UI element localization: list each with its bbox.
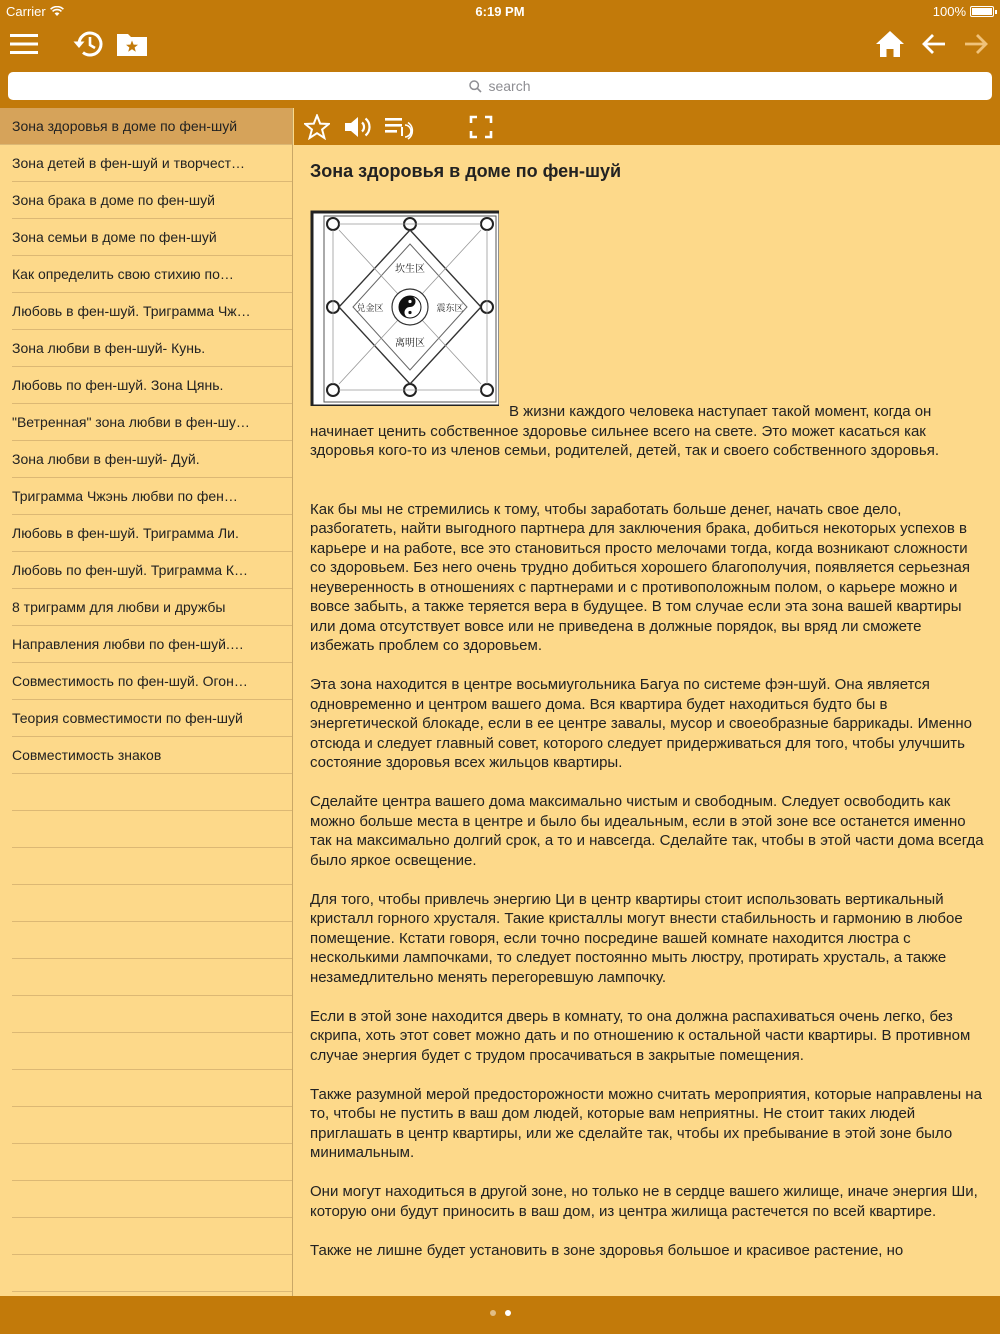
sidebar-item[interactable]: Любовь в фен-шуй. Триграмма Чж… [0,293,292,330]
sidebar-item[interactable]: Любовь по фен-шуй. Триграмма К… [0,552,292,589]
page-control[interactable] [0,1310,1000,1316]
bottom-bar [0,1296,1000,1334]
sidebar-item[interactable]: Как определить свою стихию по… [0,256,292,293]
battery-indicator [933,4,994,19]
sidebar-item[interactable]: Зона детей в фен-шуй и творчест… [0,145,292,182]
sidebar-item[interactable]: Триграмма Чжэнь любви по фен… [0,478,292,515]
bagua-label-top: 坎生区 [395,264,425,275]
article-list [0,108,293,1296]
article-paragraph: Для того, чтобы привлечь энергию Ци в центр квартиры стоит использовать вертикальный кристалл горного хрусталя. Такие кристаллы могут внести стабильность и гармонию в любое помещение. Кстати говоря, если точно посредине вашей комнате находится люстра с несколькими лампочками, то следует постоянно мыть люстру, протирать хрусталь, а также незамедлительно менять перегоревшую лампочку. [310,890,963,986]
bagua-image [310,210,499,406]
sidebar-item[interactable]: Зона брака в доме по фен-шуй [0,182,292,219]
playlist-button[interactable] [382,110,418,143]
history-button[interactable] [70,26,106,62]
article-paragraph: Они могут находиться в другой зоне, но только не в сердце вашего жилище, иначе энергия Ши, которую они будут приносить в ваш дом, из центра жилища растечется по всей квартире. [310,1183,978,1220]
article-body [310,210,984,480]
home-icon [875,30,905,58]
sidebar-item[interactable]: Совместимость знаков [0,737,292,774]
bookmark-folder-icon [116,31,148,57]
article-paragraph: Если в этой зоне находится дверь в комнату, то она должна распахиваться очень легко, без скрипа, хоть этот совет можно дать и по отношению к остальной части квартиры. В противном случае энергия будет с трудом просачиваться в закрытые помещения. [310,1007,971,1064]
sidebar-item[interactable]: Любовь по фен-шуй. Зона Цянь. [0,367,292,404]
bagua-diagram [310,210,499,406]
star-icon [304,114,330,140]
empty-row [0,996,292,1033]
menu-icon [10,33,38,55]
empty-row [0,1181,292,1218]
search-icon [469,80,482,93]
empty-row [0,959,292,996]
empty-row [0,774,292,811]
article-paragraph: Также разумной мерой предосторожности можно считать мероприятия, которые направлены на то, чтобы не пустить в ваш дом людей, которые вам неприятны. Не стоит таких людей приглашать в центр квартиры, или же сделайте так, чтобы их пребывание в этой зоне было минимальным. [310,1085,982,1161]
content-toolbar [294,108,1000,145]
speak-button[interactable] [342,110,374,143]
speaker-icon [343,114,373,140]
back-arrow-icon [921,32,947,56]
fullscreen-icon [469,115,493,139]
history-icon [72,29,104,59]
article-paragraph: Как бы мы не стремились к тому, чтобы заработать больше денег, начать свое дело, разбогатеть, найти выгодного партнера для заключения брака, добиться некоторых успехов в карьере и на работе, все это становиться просто мелочами тогда, когда возникают сложности со здоровьем. Без него очень трудно добиться хорошего благополучия, появляется серьезная неуверенность в отношениях с партнерами и с противоположным полом, о карьере можно и вовсе забыть, а также теряется вера в будущее. В том случае если эта зона вашей квартиры или дома отсутствует вовсе или не приведена в должные порядок, вы вряд ли сможете избежать проблем со здоровьем. [310,500,971,654]
forward-button[interactable] [958,26,994,62]
sidebar-item[interactable]: 8 триграмм для любви и дружбы [0,589,292,626]
search-placeholder: search [488,78,531,94]
menu-button[interactable] [6,26,42,62]
article-paragraph: В жизни каждого человека наступает такой момент, когда он начинает ценить собственное здоровье сильнее всего на свете. Это может касаться как здоровья кого-то из членов семьи, родителей, детей, так и своего собственного здоровья. [310,403,940,459]
article-title: Зона здоровья в доме по фен-шуй [310,161,622,181]
article-paragraph: Также не лишне будет установить в зоне здоровья большое и красивое растение, но [310,1241,904,1259]
fullscreen-button[interactable] [466,110,496,143]
empty-row [0,848,292,885]
bagua-label-bottom: 离明区 [395,338,425,349]
sidebar-item[interactable]: Зона семьи в доме по фен-шуй [0,219,292,256]
battery-icon [970,6,994,17]
forward-arrow-icon [963,32,989,56]
page-dot[interactable] [490,1310,496,1316]
empty-row [0,1107,292,1144]
sidebar-item[interactable]: Зона здоровья в доме по фен-шуй [0,108,292,145]
bookmarks-button[interactable] [114,26,150,62]
empty-row [0,1070,292,1107]
carrier-label: Carrier [6,4,46,19]
status-bar [0,0,1000,22]
sidebar-item[interactable]: Теория совместимости по фен-шуй [0,700,292,737]
empty-row [0,1144,292,1181]
empty-row [0,885,292,922]
battery-percent: 100% [932,4,966,19]
search-input[interactable] [8,72,992,100]
favorite-button[interactable] [302,110,332,143]
back-button[interactable] [916,26,952,62]
empty-row [0,1218,292,1255]
playlist-icon [383,114,417,140]
article-paragraph: Сделайте центра вашего дома максимально чистым и свободным. Следует освободить как можно больше места в центре и было бы идеальным, если в этой зоне все останется именно так на максимально долгий срок, а то и навсегда. Сделайте так, чтобы в этой части дома всегда было яркое освещение. [310,793,984,869]
sidebar-item[interactable]: Направления любви по фен-шуй.… [0,626,292,663]
top-toolbar [0,22,1000,66]
page-dot-current[interactable] [505,1310,511,1316]
bagua-label-right: 震东区 [436,304,464,314]
empty-row [0,811,292,848]
bagua-label-left: 兑金区 [356,304,384,314]
sidebar-item[interactable]: Любовь в фен-шуй. Триграмма Ли. [0,515,292,552]
sidebar-item[interactable]: Совместимость по фен-шуй. Огон… [0,663,292,700]
empty-row [0,922,292,959]
clock: 6:19 PM [475,4,525,19]
sidebar-item[interactable]: "Ветренная" зона любви в фен-шу… [0,404,292,441]
article-content [294,145,1000,1296]
empty-row [0,1255,292,1292]
empty-row [0,1033,292,1070]
sidebar-item[interactable]: Зона любви в фен-шуй- Дуй. [0,441,292,478]
sidebar-item[interactable]: Зона любви в фен-шуй- Кунь. [0,330,292,367]
article-paragraph: Эта зона находится в центре восьмиугольника Багуа по системе фэн-шуй. Она является одновременно и центром вашего дома. Вся квартира будет находиться будто бы в энергетической блокаде, если в ее центре завалы, мусор и своеобразные баррикады. Именно отсюда и следует главный совет, которого следует придерживаться для того, чтобы улучшить состояние здоровья всех жильцов квартиры. [310,676,972,771]
search-bar [0,66,1000,108]
home-button[interactable] [872,26,908,62]
